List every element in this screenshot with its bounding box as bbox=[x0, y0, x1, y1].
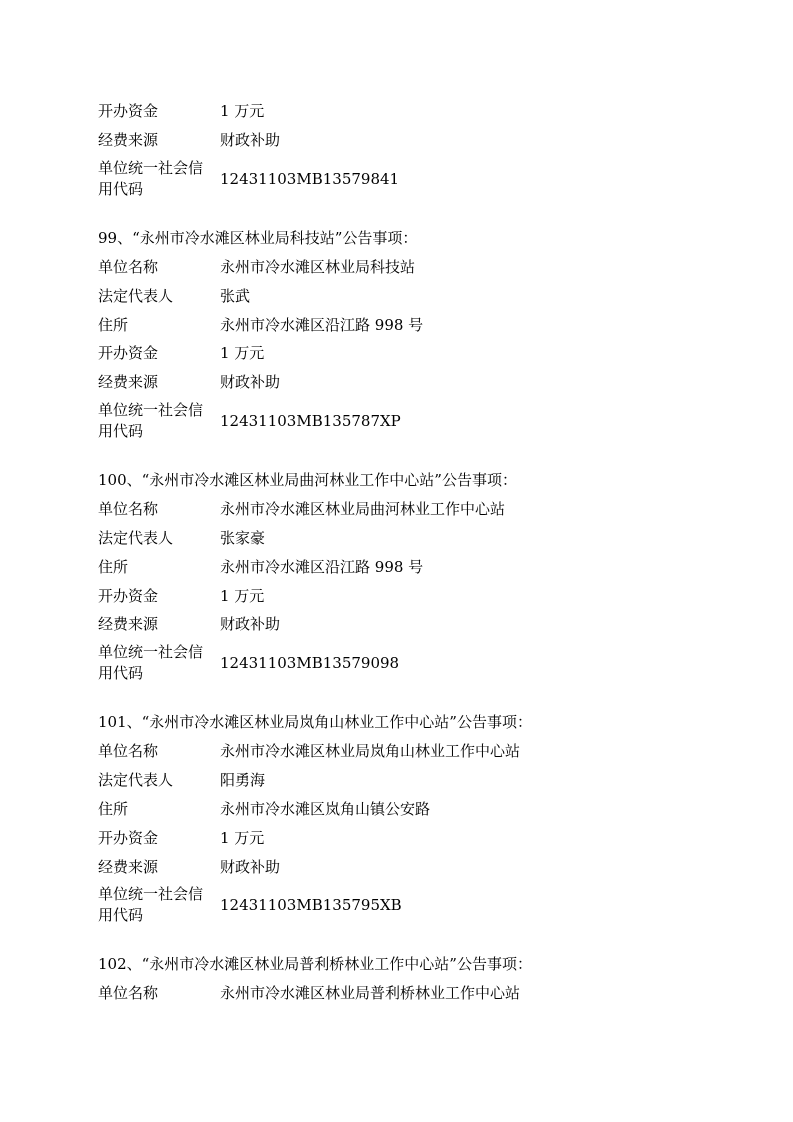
entry-heading: 99、“永州市冷水滩区林业局科技站”公告事项： bbox=[98, 229, 418, 247]
row-value: 1 万元 bbox=[220, 344, 265, 362]
row-label: 法定代表人 bbox=[98, 529, 174, 547]
row-label: 法定代表人 bbox=[98, 287, 174, 305]
row-value: 永州市冷水滩区林业局曲河林业工作中心站 bbox=[220, 500, 506, 518]
row-label: 单位名称 bbox=[98, 500, 159, 518]
row-value: 1 万元 bbox=[220, 102, 265, 120]
row-value: 阳勇海 bbox=[220, 771, 266, 789]
row-label: 经费来源 bbox=[98, 615, 159, 633]
row-value: 永州市冷水滩区林业局普利桥林业工作中心站 bbox=[220, 984, 521, 1002]
row-label: 单位统一社会信用代码 bbox=[98, 401, 204, 440]
row-value: 12431103MB135787XP bbox=[220, 412, 401, 430]
row-label: 经费来源 bbox=[98, 131, 159, 149]
row-label: 开办资金 bbox=[98, 829, 159, 847]
row-value: 永州市冷水滩区林业局科技站 bbox=[220, 258, 416, 276]
row-label: 单位统一社会信用代码 bbox=[98, 159, 204, 198]
row-value: 永州市冷水滩区沿江路 998 号 bbox=[220, 316, 424, 334]
row-value: 财政补助 bbox=[220, 615, 281, 633]
row-value: 永州市冷水滩区岚角山镇公安路 bbox=[220, 800, 431, 818]
row-label: 单位名称 bbox=[98, 742, 159, 760]
row-label: 开办资金 bbox=[98, 587, 159, 605]
row-label: 开办资金 bbox=[98, 102, 159, 120]
row-label: 单位名称 bbox=[98, 984, 159, 1002]
row-label: 单位名称 bbox=[98, 258, 159, 276]
row-label: 住所 bbox=[98, 558, 129, 576]
entry-heading: 102、“永州市冷水滩区林业局普利桥林业工作中心站”公告事项： bbox=[98, 955, 532, 973]
row-label: 经费来源 bbox=[98, 373, 159, 391]
row-value: 永州市冷水滩区林业局岚角山林业工作中心站 bbox=[220, 742, 521, 760]
row-value: 1 万元 bbox=[220, 829, 265, 847]
row-value: 财政补助 bbox=[220, 373, 281, 391]
entry-heading: 101、“永州市冷水滩区林业局岚角山林业工作中心站”公告事项： bbox=[98, 713, 532, 731]
entry-heading: 100、“永州市冷水滩区林业局曲河林业工作中心站”公告事项： bbox=[98, 471, 517, 489]
row-label: 开办资金 bbox=[98, 344, 159, 362]
row-label: 住所 bbox=[98, 316, 129, 334]
row-label: 法定代表人 bbox=[98, 771, 174, 789]
row-label: 单位统一社会信用代码 bbox=[98, 885, 204, 924]
row-value: 财政补助 bbox=[220, 858, 281, 876]
row-value: 张家豪 bbox=[220, 529, 266, 547]
row-value: 永州市冷水滩区沿江路 998 号 bbox=[220, 558, 424, 576]
row-label: 单位统一社会信用代码 bbox=[98, 643, 204, 682]
row-value: 12431103MB13579841 bbox=[220, 170, 400, 188]
row-label: 经费来源 bbox=[98, 858, 159, 876]
row-value: 财政补助 bbox=[220, 131, 281, 149]
row-label: 住所 bbox=[98, 800, 129, 818]
row-value: 1 万元 bbox=[220, 587, 265, 605]
row-value: 12431103MB13579098 bbox=[220, 654, 400, 672]
row-value: 张武 bbox=[220, 287, 251, 305]
row-value: 12431103MB135795XB bbox=[220, 896, 402, 914]
